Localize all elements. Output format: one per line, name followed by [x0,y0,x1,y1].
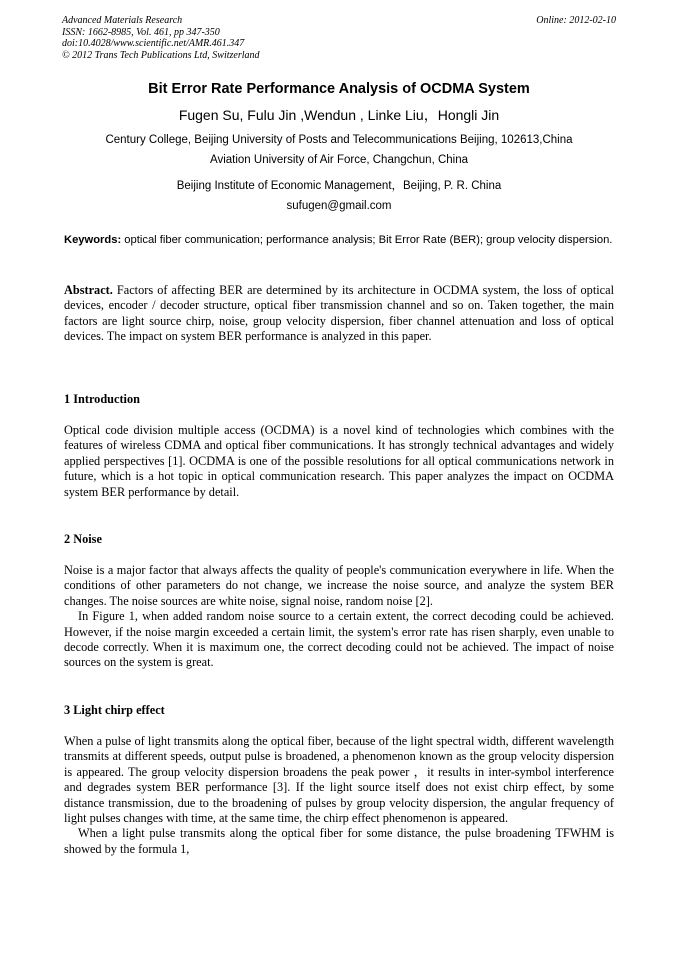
doi-line: doi:10.4028/www.scientific.net/AMR.461.347 [62,38,245,49]
section-body-noise [64,563,614,671]
keywords-block [64,233,614,249]
affiliation-3: Beijing Institute of Economic Management，Beijing, P. R. China [176,180,502,192]
section-heading-introduction: 1 Introduction [64,392,140,406]
issn-line: ISSN: 1662-8985, Vol. 461, pp 347-350 [62,26,220,38]
section-body-introduction [64,423,614,500]
affiliation-1: Century College, Beijing University of Posts and Telecommunications Beijing, 102613,China [105,134,573,146]
author-list: Fugen Su, Fulu Jin ,Wendun , Linke Liu，Hongli Jin [178,107,500,123]
section-heading-noise: 2 Noise [64,532,102,546]
keywords-label: Keywords: [64,234,122,246]
abstract-block [64,283,614,345]
paragraph: When a pulse of light transmits along the optical fiber, because of the light spectral width, different wavelength transmits at different speeds, output pulse is broadened, a phenomenon known as the group velocity dispersion is appeared. The group velocity dispersion broadens the peak power ，it results in inter-symbol interference and degrades system BER performance [3]. If the light source itself does not exist chirp effect, by some distance transmission, due to the broadening of pulses by group velocity dispersion, the angular frequency of light pulses changes with time, at the same time, the chirp effect phenomenon is appeared. [64,734,614,826]
paragraph: In Figure 1, when added random noise source to a certain extent, the correct decoding could be achieved. However, if the noise margin exceeded a certain limit, the system's error rate has risen sharply, even unable to decode correctly. When it is maximum one, the correct decoding could not be achieved. The impact of noise sources on the system is great. [64,609,614,670]
paragraph: Optical code division multiple access (OCDMA) is a novel kind of technologies which combines with the features of wireless CDMA and optical fiber communications. It has strongly technical advantages and widely applied perspectives [1]. OCDMA is one of the possible resolutions for all optical communications network in future, which is a hot topic in optical communication research. This paper analyzes the impact on OCDMA system BER performance by detail. [64,423,614,499]
author-email: sufugen@gmail.com [286,200,392,212]
header-left [62,15,260,61]
abstract-label: Abstract. [64,283,113,297]
keywords-text: optical fiber communication; performance analysis; Bit Error Rate (BER); group velocity dispersion. [121,234,613,246]
abstract-text: Factors of affecting BER are determined by its architecture in OCDMA system, the loss of optical devices, encoder / decoder structure, optical fiber transmission channel and so on. Taken together, the main factors are light source chirp, noise, group velocity dispersion, fiber channel attenuation and loss of optical devices. The impact on system BER performance is analyzed in this paper. [64,283,614,344]
section-heading-light-chirp: 3 Light chirp effect [64,703,165,717]
affiliation-2: Aviation University of Air Force, Changchun, China [209,154,469,166]
journal-name: Advanced Materials Research [62,15,183,26]
paragraph: When a light pulse transmits along the optical fiber for some distance, the pulse broadening TFWHM is showed by the formula 1, [64,826,614,856]
paper-title: Bit Error Rate Performance Analysis of OCDMA System [148,81,530,97]
section-body-light-chirp [64,734,614,857]
copyright-line: © 2012 Trans Tech Publications Ltd, Switzerland [62,49,260,61]
online-date: Online: 2012-02-10 [536,15,616,26]
paragraph: Noise is a major factor that always affects the quality of people's communication everywhere in life. When the conditions of other parameters do not change, we increase the noise source, and analyze the system BER changes. The noise sources are white noise, signal noise, random noise [2]. [64,563,614,608]
